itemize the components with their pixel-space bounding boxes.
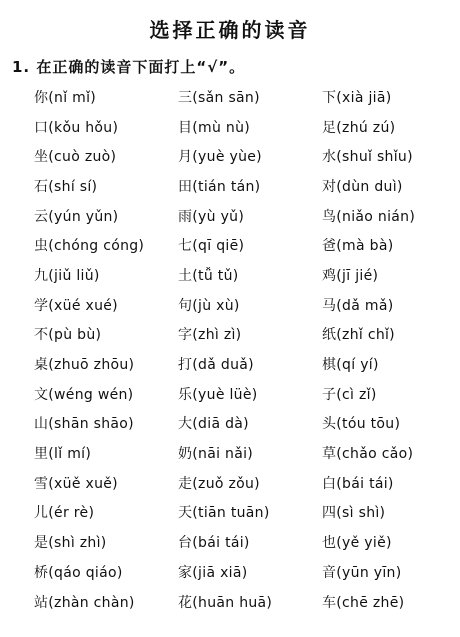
pinyin-item: 站(zhàn chàn): [34, 594, 135, 611]
pinyin-item: 子(cì zǐ): [322, 386, 377, 403]
pinyin-item: 下(xià jiā): [322, 89, 392, 106]
pinyin-item: 九(jiǔ liǔ): [34, 267, 100, 284]
pinyin-item: 目(mù nù): [178, 119, 251, 136]
pinyin-item: 虫(chóng cóng): [34, 238, 145, 255]
pinyin-item: 马(dǎ mǎ): [322, 297, 394, 314]
pinyin-item: 也(yě yiě): [322, 535, 392, 552]
pinyin-item: 里(lǐ mí): [34, 446, 92, 463]
pinyin-item: 土(tǚ tǔ): [178, 267, 239, 284]
pinyin-item: 爸(mà bà): [322, 238, 394, 255]
pinyin-item: 坐(cuò zuò): [34, 149, 117, 166]
pinyin-item: 打(dǎ duǎ): [178, 357, 254, 374]
pinyin-item: 鸡(jī jié): [322, 267, 379, 284]
pinyin-item: 对(dùn duì): [322, 178, 403, 195]
pinyin-item: 是(shì zhì): [34, 535, 107, 552]
pinyin-item: 字(zhì zì): [178, 327, 242, 344]
pinyin-item: 四(sì shì): [322, 505, 386, 522]
pinyin-item: 棋(qí yí): [322, 357, 379, 374]
pinyin-item: 文(wéng wén): [34, 386, 134, 403]
pinyin-item: 纸(zhǐ chǐ): [322, 327, 395, 344]
pinyin-item: 音(yūn yīn): [322, 564, 402, 581]
pinyin-item: 雪(xüě xuě): [34, 475, 118, 492]
pinyin-item: 三(sǎn sān): [178, 89, 260, 106]
pinyin-item: 七(qī qiē): [178, 238, 245, 255]
pinyin-item: 台(bái tái): [178, 535, 250, 552]
pinyin-item: 学(xüé xué): [34, 297, 118, 314]
pinyin-item: 云(yún yǔn): [34, 208, 119, 225]
pinyin-item: 花(huān huā): [178, 594, 273, 611]
pinyin-item: 山(shān shāo): [34, 416, 134, 433]
pinyin-item: 家(jiā xiā): [178, 564, 248, 581]
worksheet-title: 选择正确的读音: [149, 18, 311, 42]
pinyin-item: 天(tiān tuān): [178, 505, 270, 522]
pinyin-item: 口(kǒu hǒu): [34, 119, 119, 136]
pinyin-item: 走(zuǒ zǒu): [178, 475, 260, 492]
pinyin-item: 句(jù xù): [178, 297, 240, 314]
pinyin-item: 你(nǐ mǐ): [34, 89, 97, 106]
pinyin-item: 水(shuǐ shǐu): [322, 149, 413, 166]
pinyin-item: 桥(qáo qiáo): [34, 564, 123, 581]
pinyin-item: 不(pù bù): [34, 327, 102, 344]
pinyin-item: 鸟(niǎo nián): [322, 208, 416, 225]
pinyin-item: 草(chǎo cǎo): [322, 446, 414, 463]
pinyin-item: 车(chē zhē): [322, 594, 405, 611]
pinyin-item: 大(diā dà): [178, 416, 249, 433]
pinyin-item: 石(shí sí): [34, 178, 98, 195]
pinyin-item: 足(zhú zú): [322, 119, 396, 136]
pinyin-item: 月(yuè yùe): [178, 149, 262, 166]
pinyin-item: 奶(nāi nǎi): [178, 446, 254, 463]
instruction-text: 1. 在正确的读音下面打上“√”。: [12, 58, 246, 76]
pinyin-item: 白(bái tái): [322, 475, 394, 492]
pinyin-item: 田(tián tán): [178, 178, 261, 195]
pinyin-item: 雨(yù yǔ): [178, 208, 245, 225]
pinyin-item: 桌(zhuō zhōu): [34, 357, 135, 374]
pinyin-item: 乐(yuè lüè): [178, 386, 258, 403]
pinyin-item: 儿(ér rè): [34, 505, 95, 522]
pinyin-item: 头(tóu tōu): [322, 416, 401, 433]
pinyin-grid: [34, 82, 454, 616]
